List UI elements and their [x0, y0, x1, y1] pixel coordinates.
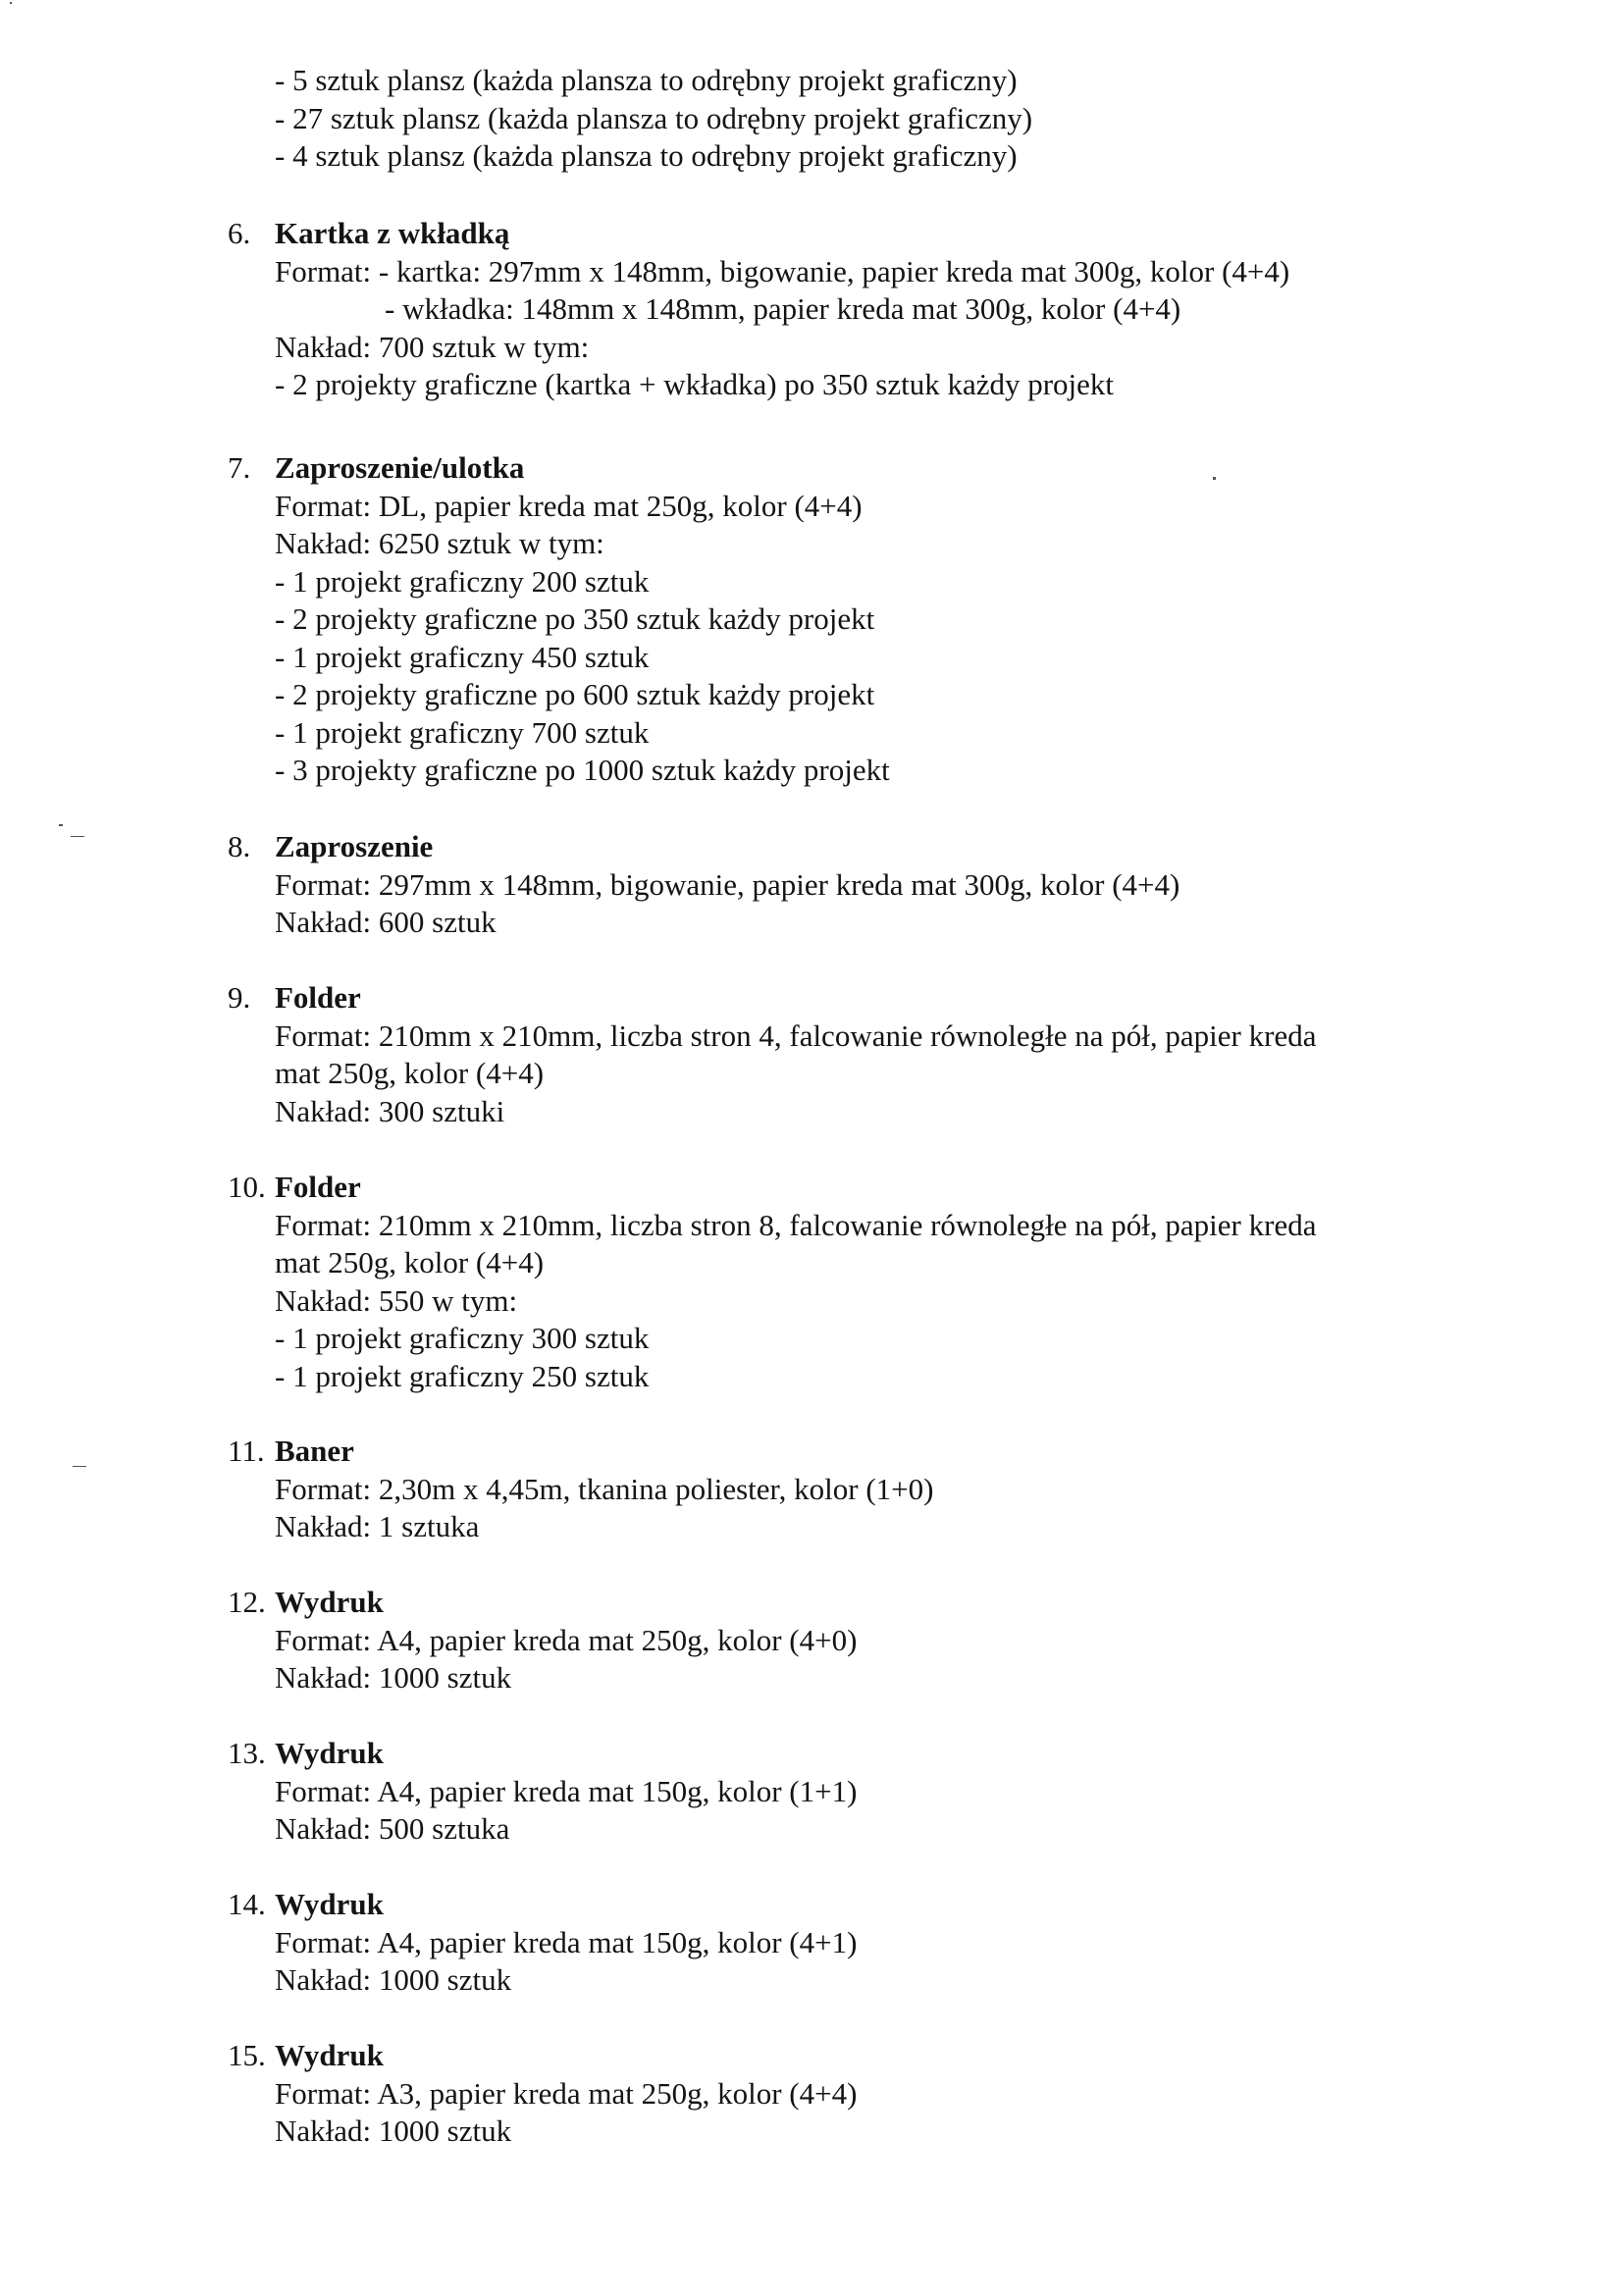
section-number: 7.: [228, 450, 251, 485]
section-line: Format: 210mm x 210mm, liczba stron 8, falcowanie równoległe na pół, papier kreda: [275, 1207, 1317, 1242]
intro-list: [275, 62, 1550, 176]
section-line: - 1 projekt graficzny 300 sztuk: [275, 1321, 650, 1355]
section-body: [275, 1018, 1533, 1131]
section-body: [275, 1622, 1533, 1697]
section-14: [228, 1886, 1533, 2000]
section-9: [228, 979, 1533, 1130]
scan-speck: [71, 836, 84, 837]
section-title: Folder: [275, 980, 361, 1015]
section-line: - 1 projekt graficzny 450 sztuk: [275, 639, 650, 674]
section-body: [275, 488, 1533, 790]
section-line: Nakład: 550 w tym:: [275, 1282, 518, 1318]
section-line: Nakład: 1000 sztuk: [275, 2113, 512, 2148]
section-number: 10.: [228, 1170, 266, 1204]
section-title: Folder: [275, 1170, 361, 1204]
intro-line: - 5 sztuk plansz (każda plansza to odrębny projekt graficzny): [275, 63, 1018, 97]
scan-speck: [59, 824, 63, 826]
section-heading: [228, 828, 1533, 866]
section-number: 6.: [228, 216, 251, 250]
intro-line: - 27 sztuk plansz (każda plansza to odrębny projekt graficzny): [275, 100, 1033, 135]
section-line: Nakład: 700 sztuk w tym:: [275, 329, 590, 364]
section-12: [228, 1584, 1533, 1697]
section-line: Nakład: 300 sztuki: [275, 1093, 505, 1128]
section-8: [228, 828, 1533, 942]
section-number: 13.: [228, 1736, 266, 1770]
section-6: [228, 215, 1533, 404]
section-title: Wydruk: [275, 1736, 384, 1770]
section-line: Nakład: 600 sztuk: [275, 905, 497, 939]
section-heading: [228, 1433, 1533, 1471]
section-heading: [228, 2037, 1533, 2075]
section-heading: [228, 1584, 1533, 1622]
intro-line: - 4 sztuk plansz (każda plansza to odrębny projekt graficzny): [275, 138, 1018, 173]
section-number: 8.: [228, 829, 251, 863]
section-body: [275, 1207, 1533, 1396]
section-heading: [228, 215, 1533, 253]
section-line: Format: A4, papier kreda mat 150g, kolor (1+1): [275, 1773, 858, 1808]
section-line: Format: A4, papier kreda mat 250g, kolor (4+0): [275, 1622, 858, 1657]
section-title: Baner: [275, 1434, 354, 1468]
section-line: Nakład: 500 sztuka: [275, 1811, 510, 1846]
section-line: mat 250g, kolor (4+4): [275, 1056, 545, 1090]
section-line: - 2 projekty graficzne po 600 sztuk każdy projekt: [275, 677, 875, 711]
section-line: Format: 297mm x 148mm, bigowanie, papier kreda mat 300g, kolor (4+4): [275, 866, 1180, 902]
section-title: Wydruk: [275, 1585, 384, 1619]
section-title: Wydruk: [275, 2038, 384, 2072]
section-line: Format: A4, papier kreda mat 150g, kolor (4+1): [275, 1924, 858, 1959]
section-line: Nakład: 1000 sztuk: [275, 1962, 512, 1997]
section-10: [228, 1169, 1533, 1395]
section-number: 14.: [228, 1887, 266, 1921]
section-line: Nakład: 6250 sztuk w tym:: [275, 526, 604, 560]
section-body: [275, 1773, 1533, 1849]
section-body: [275, 1924, 1533, 2000]
section-body: [275, 1471, 1533, 1546]
section-13: [228, 1735, 1533, 1849]
section-heading: [228, 1169, 1533, 1207]
section-line: - wkładka: 148mm x 148mm, papier kreda mat 300g, kolor (4+4): [385, 291, 1181, 326]
section-number: 15.: [228, 2038, 266, 2072]
section-heading: [228, 1735, 1533, 1773]
section-line: Format: A3, papier kreda mat 250g, kolor (4+4): [275, 2075, 858, 2111]
section-line: Format: 210mm x 210mm, liczba stron 4, falcowanie równoległe na pół, papier kreda: [275, 1018, 1317, 1053]
section-7: [228, 449, 1533, 790]
section-line: Format: DL, papier kreda mat 250g, kolor (4+4): [275, 488, 863, 523]
scan-speck: [10, 2, 12, 4]
section-line: Format: - kartka: 297mm x 148mm, bigowanie, papier kreda mat 300g, kolor (4+4): [275, 253, 1290, 288]
section-heading: [228, 449, 1533, 488]
section-number: 11.: [228, 1434, 265, 1468]
section-line: - 2 projekty graficzne po 350 sztuk każdy projekt: [275, 601, 875, 636]
section-title: Zaproszenie: [275, 829, 434, 863]
section-body: [275, 2075, 1533, 2151]
section-15: [228, 2037, 1533, 2151]
section-title: Zaproszenie/ulotka: [275, 450, 525, 485]
section-body: [275, 253, 1533, 404]
section-body: [275, 866, 1533, 942]
section-line: - 2 projekty graficzne (kartka + wkładka) po 350 sztuk każdy projekt: [275, 367, 1115, 401]
section-number: 12.: [228, 1585, 266, 1619]
section-11: [228, 1433, 1533, 1546]
section-title: Wydruk: [275, 1887, 384, 1921]
section-title: Kartka z wkładką: [275, 216, 510, 250]
section-line: mat 250g, kolor (4+4): [275, 1245, 545, 1279]
section-line: Nakład: 1 sztuka: [275, 1509, 480, 1543]
section-line: - 3 projekty graficzne po 1000 sztuk każdy projekt: [275, 753, 890, 787]
section-line: - 1 projekt graficzny 250 sztuk: [275, 1358, 650, 1393]
section-number: 9.: [228, 980, 251, 1015]
section-heading: [228, 979, 1533, 1018]
section-line: Format: 2,30m x 4,45m, tkanina poliester, kolor (1+0): [275, 1471, 934, 1506]
section-line: - 1 projekt graficzny 700 sztuk: [275, 714, 650, 750]
section-line: - 1 projekt graficzny 200 sztuk: [275, 563, 650, 599]
section-heading: [228, 1886, 1533, 1924]
scan-speck: [73, 1466, 86, 1467]
section-line: Nakład: 1000 sztuk: [275, 1660, 512, 1695]
